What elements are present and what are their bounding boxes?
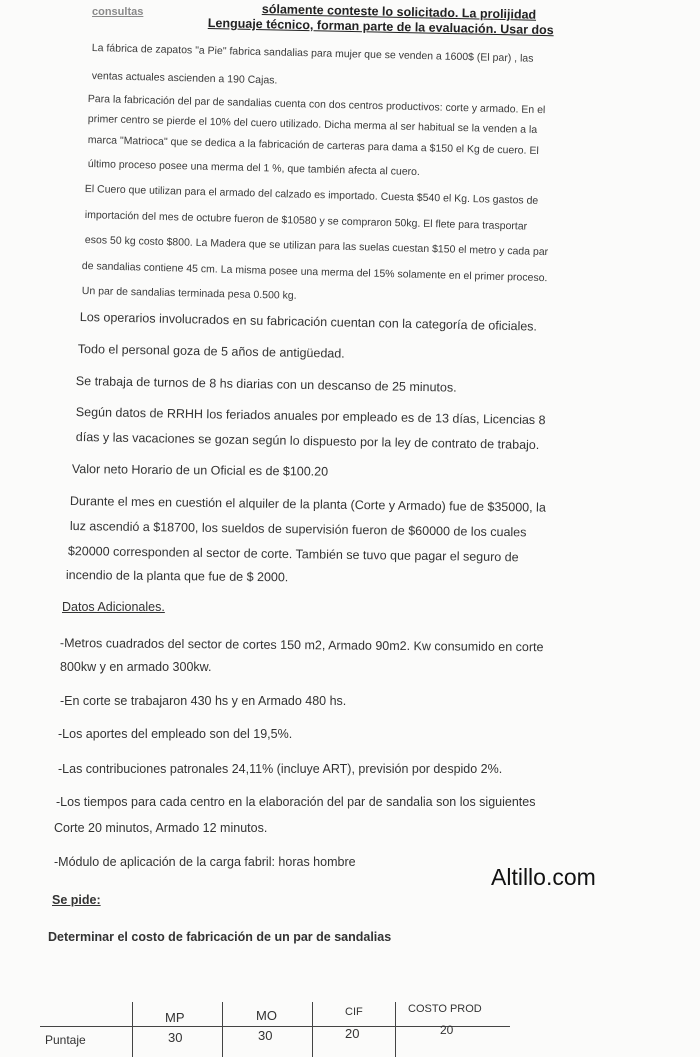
additional-item-1-line-2: 800kw y en armado 300kw. [60, 660, 212, 674]
paragraph-9-line-2: luz ascendió a $18700, los sueldos de supervisión fueron de $60000 de los cuales [69, 519, 527, 540]
additional-item-2: -En corte se trabajaron 430 hs y en Armado 480 hs. [60, 694, 347, 708]
paragraph-9-line-1: Durante el mes en cuestión el alquiler de la planta (Corte y Armado) fue de $35000, la [69, 494, 546, 515]
paragraph-2-line-1: Para la fabricación del par de sandalias cuenta con dos centros productivos: corte y armado. En el [87, 93, 546, 117]
score-table-divider-1 [132, 1002, 133, 1057]
score-table-divider-4 [395, 1002, 396, 1057]
additional-item-5-line-1: -Los tiempos para cada centro en la elaboración del par de sandalia son los siguientes [56, 795, 536, 809]
additional-item-3: -Los aportes del empleado son del 19,5%. [58, 727, 293, 741]
score-value-mo: 30 [258, 1028, 273, 1043]
paragraph-2-line-2: primer centro se pierde el 10% del cuero utilizado. Dicha merma al ser habitual se la venden a la [87, 113, 538, 136]
paragraph-5: Todo el personal goza de 5 años de antigüedad. [77, 342, 345, 361]
paragraph-3-line-2: importación del mes de octubre fueron de $10580 y se compraron 50kg. El flete para trasportar [84, 209, 528, 233]
paragraph-2-line-4: último proceso posee una merma del 1 %, que también afecta al cuero. [87, 158, 421, 179]
score-table [0, 1000, 700, 1057]
score-value-cif: 20 [345, 1026, 360, 1041]
paragraph-1-line-1: La fábrica de zapatos "a Pie" fabrica sandalias para mujer que se venden a 1600$ (El par) , las [91, 42, 534, 65]
header-line-1-right: sólamente conteste lo solicitado. La prolijidad [261, 2, 537, 22]
score-value-mp: 30 [168, 1030, 183, 1045]
additional-item-5-line-2: Corte 20 minutos, Armado 12 minutos. [54, 821, 268, 835]
additional-item-4: -Las contribuciones patronales 24,11% (incluye ART), previsión por despido 2%. [58, 762, 503, 776]
additional-item-6: -Módulo de aplicación de la carga fabril: horas hombre [54, 855, 356, 869]
score-header-mo: MO [256, 1008, 277, 1023]
paragraph-7-line-2: días y las vacaciones se gozan según lo dispuesto por la ley de contrato de trabajo. [75, 430, 540, 453]
paragraph-6: Se trabaja de turnos de 8 hs diarias con un descanso de 25 minutos. [75, 374, 457, 395]
header-line-1-left: consultas [92, 6, 144, 18]
paragraph-9-line-3: $20000 corresponden al sector de corte. También se tuvo que pagar el seguro de [67, 544, 519, 565]
paragraph-3-line-1: El Cuero que utilizan para el armado del calzado es importado. Cuesta $540 el Kg. Los gastos de [84, 183, 539, 207]
paragraph-2-line-3: marca "Matrioca" que se dedica a la fabricación de carteras para dama a $150 el Kg de cuero. El [87, 134, 539, 158]
paragraph-1-line-2: ventas actuales ascienden a 190 Cajas. [91, 70, 278, 87]
score-row-label: Puntaje [45, 1033, 86, 1047]
header-line-2: Lenguaje técnico, forman parte de la evaluación. Usar dos [207, 16, 554, 38]
additional-item-1-line-1: -Metros cuadrados del sector de cortes 150 m2, Armado 90m2. Kw consumido en corte [59, 636, 544, 655]
paragraph-9-line-4: incendio de la planta que fue de $ 2000. [65, 568, 289, 585]
paragraph-4: Los operarios involucrados en su fabricación cuentan con la categoría de oficiales. [79, 310, 538, 334]
score-table-divider-3 [312, 1002, 313, 1057]
paragraph-3-line-4: de sandalias contiene 45 cm. La misma posee una merma del 15% solamente en el primer proceso. [81, 260, 548, 285]
score-table-divider-2 [222, 1002, 223, 1057]
paragraph-3-line-5: Un par de sandalias terminada pesa 0.500 kg. [81, 285, 297, 302]
paragraph-7-line-1: Según datos de RRHH los feriados anuales por empleado es de 13 días, Licencias 8 [75, 405, 546, 428]
score-header-mp: MP [165, 1010, 185, 1025]
requested-title: Se pide: [52, 893, 101, 907]
score-header-costo-prod: COSTO PROD [408, 1003, 482, 1015]
altillo-watermark: Altillo.com [491, 864, 596, 890]
requested-task: Determinar el costo de fabricación de un par de sandalias [48, 930, 392, 944]
paragraph-3-line-3: esos 50 kg costo $800. La Madera que se utilizan para las suelas cuestan $150 el metro y cada par [84, 234, 549, 259]
additional-data-title: Datos Adicionales. [62, 600, 165, 614]
score-header-cif: CIF [345, 1006, 363, 1018]
score-value-costo-prod: 20 [440, 1023, 454, 1037]
paragraph-8: Valor neto Horario de un Oficial es de $100.20 [71, 462, 329, 479]
